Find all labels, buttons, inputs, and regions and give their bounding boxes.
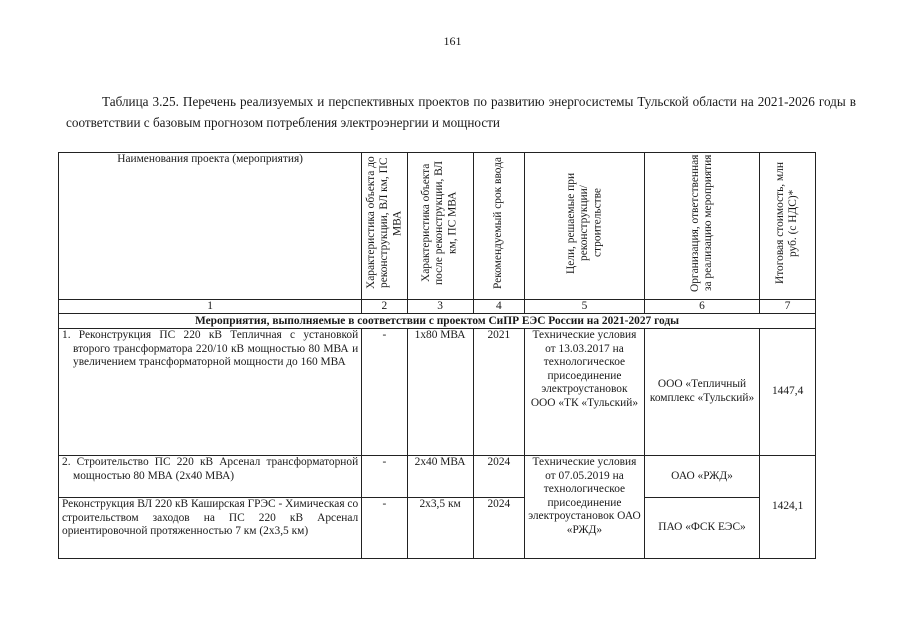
header-org-cell	[644, 153, 760, 300]
header-org: Организация, ответственная за реализацию мероприятия	[688, 154, 715, 292]
value-before: -	[362, 329, 407, 456]
project-name: Реконструкция ВЛ 220 кВ Каширская ГРЭС - Химическая со строительством заходов на ПС 220 кВ Арсенал ориентировочной протяженностью 7 км (2x3,5 км)	[59, 498, 362, 559]
header-year: Рекомендуемый срок ввода	[492, 157, 505, 289]
header-before: Характеристика объекта до реконструкции, ВЛ км, ПС МВА	[365, 156, 404, 290]
table-row	[59, 498, 816, 559]
column-number: 6	[644, 300, 760, 314]
value-after: 2x3,5 км	[407, 498, 473, 559]
column-number: 1	[59, 300, 362, 314]
header-year-cell	[473, 153, 525, 300]
header-cost: Итоговая стоимость, млн руб. (с НДС)*	[774, 162, 800, 284]
header-after-cell	[407, 153, 473, 300]
column-number: 3	[407, 300, 473, 314]
column-number: 2	[362, 300, 407, 314]
project-goal: Технические условия от 07.05.2019 на технологическое присоединение электроустановок ОАО «РЖД»	[525, 456, 645, 559]
column-number: 5	[525, 300, 645, 314]
header-cost-cell	[760, 153, 816, 300]
commissioning-year: 2024	[473, 498, 525, 559]
value-after: 1x80 МВА	[407, 329, 473, 456]
project-name: 1. Реконструкция ПС 220 кВ Тепличная с установкой второго трансформатора 220/10 кВ мощностью 80 МВА и увеличением трансформаторной мощности до 160 МВА	[59, 329, 362, 456]
commissioning-year: 2024	[473, 456, 525, 498]
column-number: 7	[760, 300, 816, 314]
header-project-name: Наименования проекта (мероприятия)	[59, 153, 362, 300]
projects-table	[58, 152, 816, 559]
value-before: -	[362, 456, 407, 498]
responsible-org: ОАО «РЖД»	[644, 456, 760, 498]
header-after: Характеристика объекта после реконструкции, ВЛ км, ПС МВА	[420, 160, 459, 286]
responsible-org: ООО «Тепличный комплекс «Тульский»	[644, 329, 760, 456]
table-row	[59, 456, 816, 498]
table-row	[59, 329, 816, 456]
value-before: -	[362, 498, 407, 559]
section-title: Мероприятия, выполняемые в соответствии с проектом СиПР ЕЭС России на 2021-2027 годы	[59, 314, 816, 329]
responsible-org: ПАО «ФСК ЕЭС»	[644, 498, 760, 559]
header-goal: Цели, решаемые при реконструкции/ строительстве	[564, 172, 604, 274]
header-goal-cell	[525, 153, 645, 300]
header-before-cell	[362, 153, 407, 300]
commissioning-year: 2021	[473, 329, 525, 456]
column-number-row	[59, 300, 816, 314]
project-name: 2. Строительство ПС 220 кВ Арсенал трансформаторной мощностью 80 МВА (2x40 МВА)	[59, 456, 362, 498]
total-cost: 1424,1	[760, 456, 816, 559]
header-row	[59, 153, 816, 300]
table-caption: Таблица 3.25. Перечень реализуемых и перспективных проектов по развитию энергосистемы Тульской области на 2021-2026 годы в соответствии с базовым прогнозом потребления электроэнергии и мощности	[66, 94, 856, 130]
section-row	[59, 314, 816, 329]
column-number: 4	[473, 300, 525, 314]
project-goal: Технические условия от 13.03.2017 на технологическое присоединение электроустановок ООО «ТК «Тульский»	[525, 329, 645, 456]
total-cost: 1447,4	[760, 329, 816, 456]
page-number: 161	[443, 34, 462, 48]
value-after: 2x40 МВА	[407, 456, 473, 498]
